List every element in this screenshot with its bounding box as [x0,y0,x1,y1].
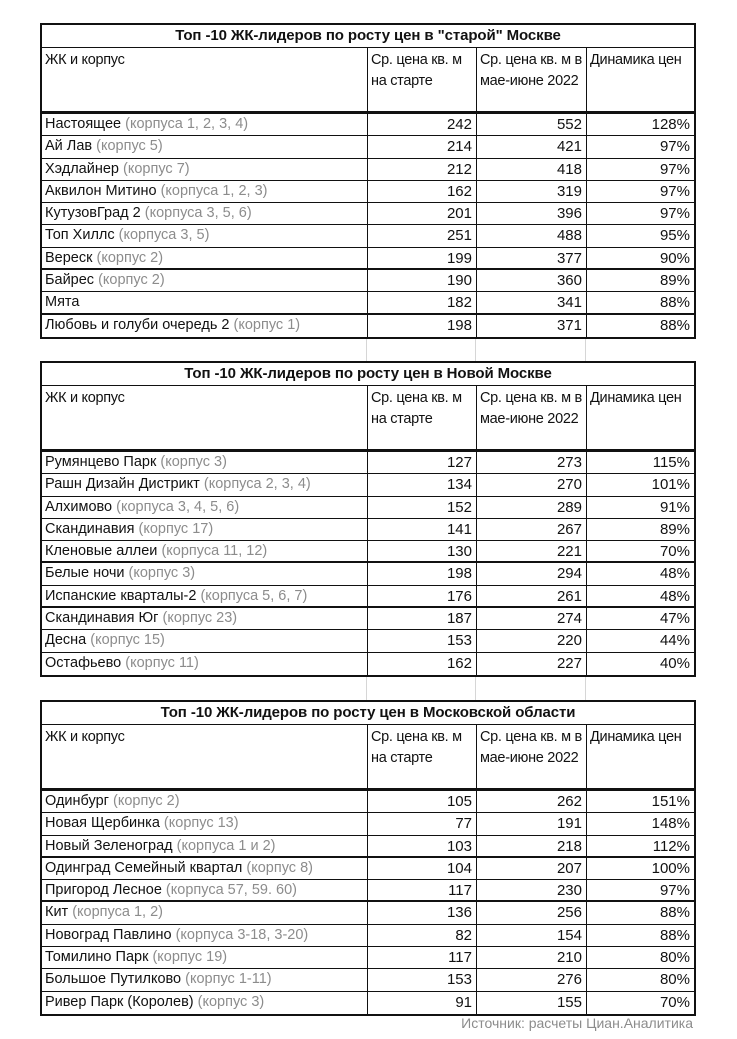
current-price-cell: 227 [476,653,586,675]
price-change-cell: 97% [586,136,694,157]
price-change-cell: 90% [586,248,694,268]
price-change-cell: 115% [586,452,694,473]
table-row [42,947,694,969]
complex-cell [42,586,367,606]
start-price-cell: 77 [367,813,476,834]
complex-name: Белые ночи [45,565,125,582]
column-header-name: ЖК и корпус [45,729,125,745]
price-change-cell: 47% [586,608,694,629]
complex-cell [42,159,367,180]
start-price-cell: 117 [367,947,476,968]
current-price-cell: 210 [476,947,586,968]
table-row [42,836,694,858]
table-moscow-region [40,700,696,1016]
column-header-change: Динамика цен [586,725,694,788]
complex-cell [42,653,367,675]
table-row [42,136,694,158]
complex-name: Пригород Лесное [45,882,162,899]
source-note: Источник: расчеты Циан.Аналитика [461,1015,693,1031]
current-price-cell: 218 [476,836,586,856]
header-row [42,725,694,791]
price-change-cell: 80% [586,969,694,990]
start-price-cell: 127 [367,452,476,473]
complex-name: Мята [45,294,80,311]
complex-cell [42,947,367,968]
start-price-cell: 198 [367,315,476,337]
start-price-cell: 153 [367,630,476,651]
building-numbers: (корпус 3) [160,454,227,470]
table-row [42,858,694,880]
sheet-gridline [585,675,586,700]
building-numbers: (корпуса 3-18, 3-20) [175,926,309,943]
table-row [42,653,694,675]
current-price-cell: 261 [476,586,586,606]
complex-name: Румянцево Парк [45,454,157,470]
current-price-cell: 488 [476,225,586,246]
column-header-current-price: Ср. цена кв. м в мае-июне 2022 [476,386,586,449]
building-numbers: (корпуса 11, 12) [161,543,268,560]
header-row [42,386,694,452]
building-numbers: (корпус 2) [98,272,165,289]
table-row [42,181,694,203]
complex-cell [42,452,367,473]
current-price-cell: 191 [476,813,586,834]
building-numbers: (корпус 1-11) [185,971,272,988]
table-row [42,791,694,813]
complex-name: Любовь и голуби очередь 2 [45,316,230,333]
price-change-cell: 70% [586,541,694,561]
building-numbers: (корпус 7) [123,160,190,177]
start-price-cell: 198 [367,563,476,584]
start-price-cell: 176 [367,586,476,606]
start-price-cell: 162 [367,653,476,675]
price-change-cell: 48% [586,586,694,606]
price-change-cell: 44% [586,630,694,651]
complex-cell [42,969,367,990]
complex-cell [42,203,367,224]
price-change-cell: 48% [586,563,694,584]
start-price-cell: 212 [367,159,476,180]
price-change-cell: 95% [586,225,694,246]
complex-name: Байрес [45,272,95,289]
table-row [42,248,694,270]
complex-cell [42,270,367,291]
start-price-cell: 130 [367,541,476,561]
table-row [42,630,694,652]
price-change-cell: 40% [586,653,694,675]
current-price-cell: 221 [476,541,586,561]
complex-name: Новоград Павлино [45,926,172,943]
start-price-cell: 153 [367,969,476,990]
table-row [42,969,694,991]
price-change-cell: 91% [586,497,694,518]
building-numbers: (корпус 23) [162,610,238,627]
column-header-name: ЖК и корпус [45,52,125,68]
start-price-cell: 182 [367,292,476,312]
current-price-cell: 273 [476,452,586,473]
start-price-cell: 162 [367,181,476,202]
complex-cell [42,497,367,518]
complex-name: Одинбург [45,793,109,809]
building-numbers: (корпус 15) [90,632,165,649]
complex-cell [42,563,367,584]
table-row [42,452,694,474]
complex-name: Вереск [45,249,93,266]
current-price-cell: 274 [476,608,586,629]
sheet-gridline [366,675,367,700]
current-price-cell: 371 [476,315,586,337]
start-price-cell: 136 [367,902,476,923]
current-price-cell: 319 [476,181,586,202]
complex-name: Скандинавия [45,520,135,537]
price-change-cell: 89% [586,270,694,291]
price-change-cell: 88% [586,902,694,923]
price-change-cell: 97% [586,159,694,180]
current-price-cell: 294 [476,563,586,584]
complex-cell [42,292,367,312]
table-row [42,541,694,563]
column-header-start-price: Ср. цена кв. м на старте [367,725,476,788]
complex-name: Ривер Парк (Королев) [45,993,194,1010]
start-price-cell: 91 [367,992,476,1014]
complex-cell [42,136,367,157]
current-price-cell: 154 [476,925,586,946]
current-price-cell: 230 [476,880,586,900]
complex-name: Рашн Дизайн Дистрикт [45,476,200,493]
current-price-cell: 256 [476,902,586,923]
complex-cell [42,880,367,900]
building-numbers: (корпуса 1, 2, 3, 4) [125,116,249,132]
current-price-cell: 552 [476,114,586,135]
complex-name: Большое Путилково [45,971,182,988]
complex-cell [42,181,367,202]
complex-name: Новый Зеленоград [45,837,173,854]
building-numbers: (корпуса 1, 2) [72,904,163,921]
building-numbers: (корпус 3) [128,565,196,582]
start-price-cell: 214 [367,136,476,157]
column-header-current-price: Ср. цена кв. м в мае-июне 2022 [476,48,586,111]
table-title: Топ -10 ЖК-лидеров по росту цен в "старой" Москве [42,25,694,48]
price-change-cell: 88% [586,925,694,946]
current-price-cell: 396 [476,203,586,224]
column-header-name: ЖК и корпус [45,390,125,406]
current-price-cell: 267 [476,519,586,540]
complex-name: Кит [45,904,69,921]
complex-name: Испанские кварталы-2 [45,587,197,604]
complex-name: Новая Щербинка [45,815,160,832]
complex-name: Ай Лав [45,138,93,155]
table-row [42,519,694,541]
price-change-cell: 112% [586,836,694,856]
start-price-cell: 141 [367,519,476,540]
column-header-change: Динамика цен [586,48,694,111]
table-row [42,114,694,136]
column-header-change: Динамика цен [586,386,694,449]
building-numbers: (корпус 8) [246,859,313,876]
building-numbers: (корпус 2) [96,249,164,266]
complex-cell [42,248,367,268]
complex-cell [42,608,367,629]
building-numbers: (корпуса 57, 59. 60) [165,882,297,899]
start-price-cell: 187 [367,608,476,629]
start-price-cell: 104 [367,858,476,879]
complex-cell [42,791,367,812]
table-title: Топ -10 ЖК-лидеров по росту цен в Новой Москве [42,363,694,386]
table-row [42,497,694,519]
building-numbers: (корпус 5) [96,138,163,155]
price-change-cell: 148% [586,813,694,834]
table-title: Топ -10 ЖК-лидеров по росту цен в Московской области [42,702,694,725]
table-row [42,292,694,314]
table-new-moscow [40,361,696,677]
complex-cell [42,902,367,923]
building-numbers: (корпуса 5, 6, 7) [200,587,308,604]
sheet-gridline [475,337,476,361]
table-row [42,608,694,630]
sheet-gridline [366,337,367,361]
building-numbers: (корпус 1) [233,316,301,333]
building-numbers: (корпус 3) [197,993,265,1010]
complex-cell [42,541,367,561]
current-price-cell: 155 [476,992,586,1014]
complex-cell [42,836,367,856]
table-row [42,270,694,292]
complex-cell [42,992,367,1014]
table-row [42,563,694,585]
price-change-cell: 80% [586,947,694,968]
start-price-cell: 105 [367,791,476,812]
column-header-start-price: Ср. цена кв. м на старте [367,386,476,449]
price-change-cell: 88% [586,292,694,312]
start-price-cell: 201 [367,203,476,224]
building-numbers: (корпуса 3, 5) [118,227,210,244]
column-header-start-price: Ср. цена кв. м на старте [367,48,476,111]
building-numbers: (корпуса 2, 3, 4) [203,476,311,493]
current-price-cell: 341 [476,292,586,312]
current-price-cell: 270 [476,474,586,495]
header-row [42,48,694,114]
table-row [42,902,694,924]
building-numbers: (корпус 2) [113,793,180,809]
building-numbers: (корпус 17) [138,520,214,537]
table-old-moscow [40,23,696,339]
complex-cell [42,858,367,879]
table-row [42,813,694,835]
current-price-cell: 207 [476,858,586,879]
complex-name: Аквилон Митино [45,182,157,199]
building-numbers: (корпуса 3, 5, 6) [144,205,252,222]
price-change-cell: 89% [586,519,694,540]
price-change-cell: 101% [586,474,694,495]
start-price-cell: 82 [367,925,476,946]
price-change-cell: 70% [586,992,694,1014]
current-price-cell: 276 [476,969,586,990]
column-header-current-price: Ср. цена кв. м в мае-июне 2022 [476,725,586,788]
price-change-cell: 128% [586,114,694,135]
complex-name: Томилино Парк [45,949,149,966]
complex-name: Десна [45,632,87,649]
start-price-cell: 103 [367,836,476,856]
price-change-cell: 151% [586,791,694,812]
current-price-cell: 360 [476,270,586,291]
complex-name: Хэдлайнер [45,160,119,177]
complex-cell [42,315,367,337]
building-numbers: (корпус 13) [163,815,239,832]
current-price-cell: 220 [476,630,586,651]
building-numbers: (корпус 19) [152,949,228,966]
complex-name: Одинград Семейный квартал [45,859,243,876]
price-change-cell: 97% [586,880,694,900]
building-numbers: (корпуса 1 и 2) [176,837,276,854]
start-price-cell: 242 [367,114,476,135]
complex-cell [42,225,367,246]
complex-cell [42,925,367,946]
complex-cell [42,519,367,540]
complex-cell [42,114,367,135]
current-price-cell: 418 [476,159,586,180]
price-change-cell: 97% [586,181,694,202]
complex-name: Настоящее [45,116,122,132]
complex-cell [42,474,367,495]
current-price-cell: 421 [476,136,586,157]
price-change-cell: 100% [586,858,694,879]
table-row [42,315,694,337]
table-row [42,880,694,902]
complex-name: Кленовые аллеи [45,543,158,560]
building-numbers: (корпус 11) [125,654,199,671]
table-row [42,159,694,181]
complex-cell [42,813,367,834]
table-row [42,992,694,1014]
start-price-cell: 134 [367,474,476,495]
start-price-cell: 190 [367,270,476,291]
complex-name: КутузовГрад 2 [45,205,141,222]
current-price-cell: 377 [476,248,586,268]
complex-name: Топ Хиллс [45,227,115,244]
start-price-cell: 117 [367,880,476,900]
price-change-cell: 97% [586,203,694,224]
sheet-gridline [585,337,586,361]
sheet-gridline [475,675,476,700]
building-numbers: (корпуса 3, 4, 5, 6) [116,498,240,515]
building-numbers: (корпуса 1, 2, 3) [160,182,268,199]
complex-cell [42,630,367,651]
table-row [42,925,694,947]
complex-name: Алхимово [45,498,113,515]
complex-name: Скандинавия Юг [45,610,159,627]
table-row [42,203,694,225]
table-row [42,474,694,496]
current-price-cell: 289 [476,497,586,518]
table-row [42,225,694,247]
start-price-cell: 251 [367,225,476,246]
price-change-cell: 88% [586,315,694,337]
current-price-cell: 262 [476,791,586,812]
table-row [42,586,694,608]
start-price-cell: 152 [367,497,476,518]
complex-name: Остафьево [45,654,122,671]
start-price-cell: 199 [367,248,476,268]
